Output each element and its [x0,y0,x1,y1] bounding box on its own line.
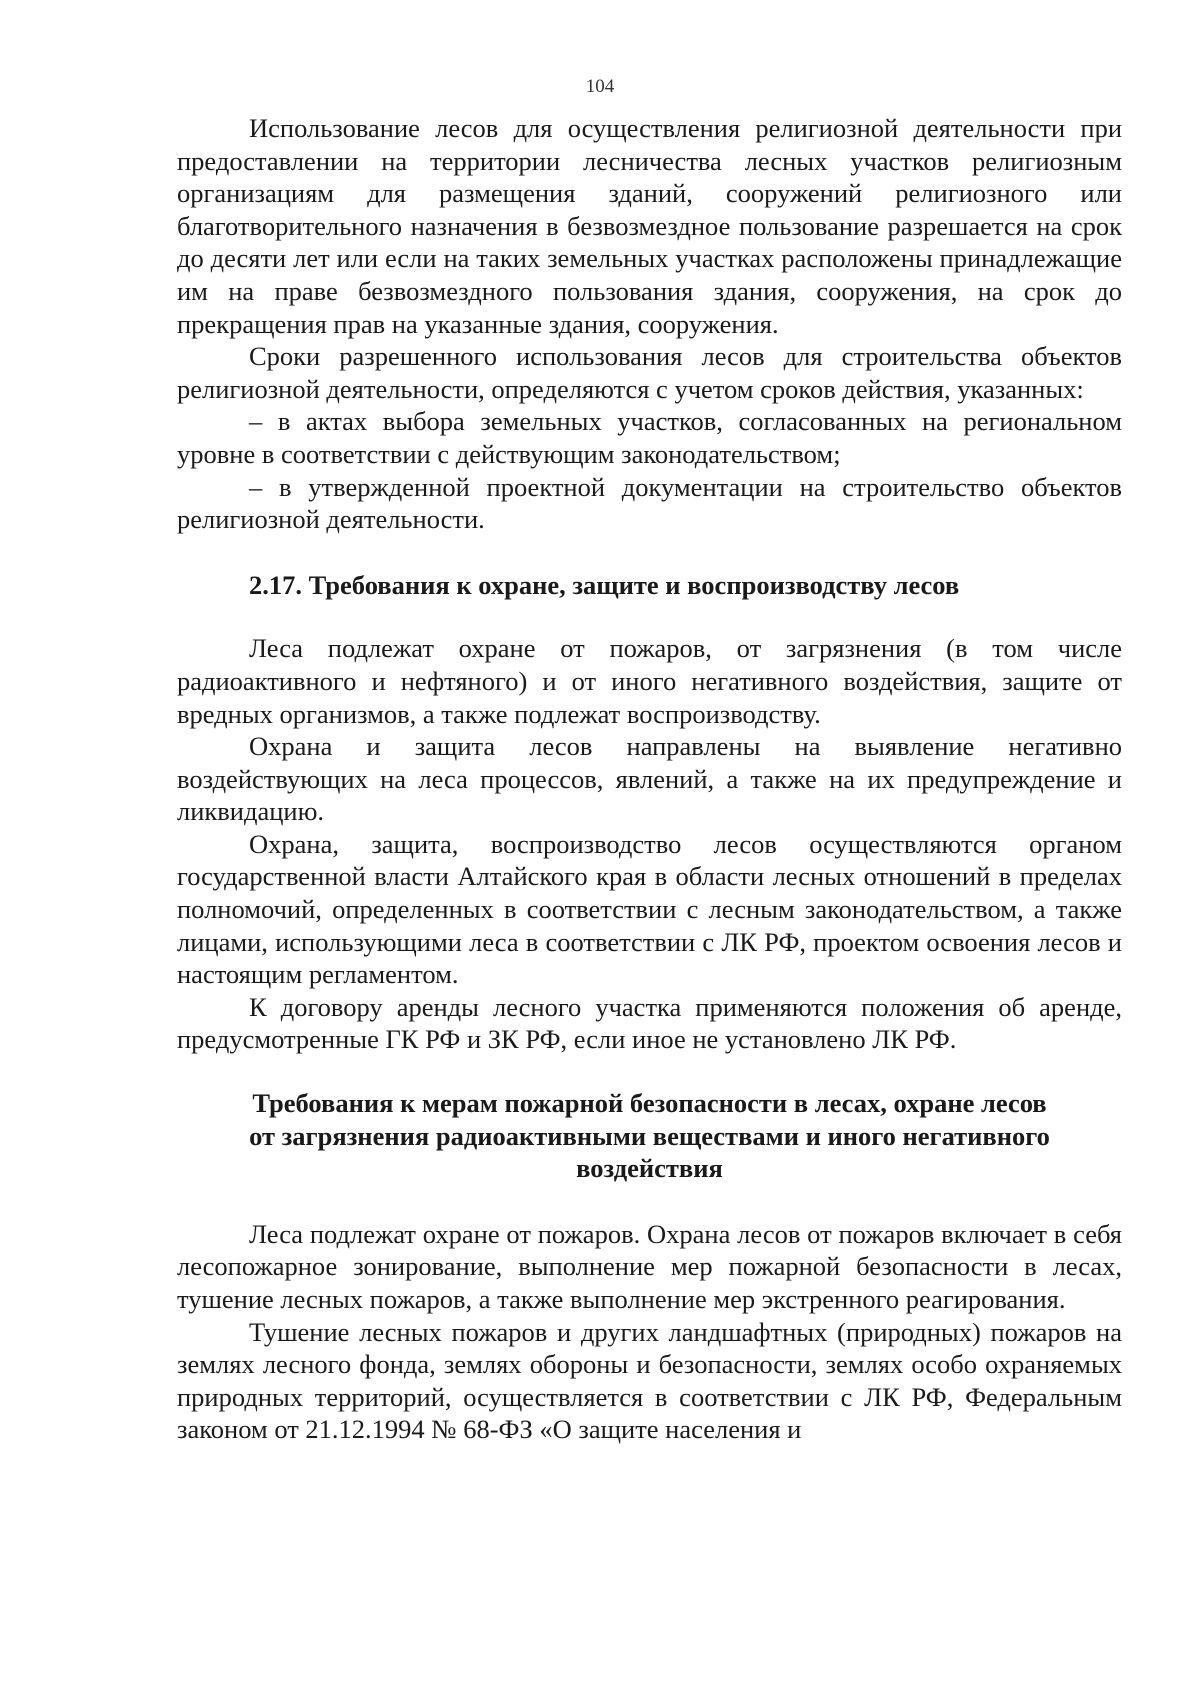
section-heading: 2.17. Требования к охране, защите и воспроизводству лесов [249,569,960,600]
subsection-heading-line: Требования к мерам пожарной безопасности в лесах, охране лесов [252,1088,1047,1119]
page-number: 104 [585,76,615,97]
paragraph-permitted-terms: Сроки разрешенного использования лесов для строительства объектов религиозной деятельности, определяются с учетом сроков действия, указанных: [177,341,1122,404]
document-body [177,112,1122,1446]
subsection-heading-line: от загрязнения радиоактивными веществами и иного негативного [249,1120,1050,1151]
paragraph-lease-agreement: К договору аренды лесного участка применяются положения об аренде, предусмотренные ГК РФ и ЗК РФ, если иное не установлено ЛК РФ. [177,991,1122,1055]
paragraph-forest-protection: Леса подлежат охране от пожаров, от загрязнения (в том числе радиоактивного и нефтяного) и от иного негативного воздействия, защите от вредных организмов, а также подлежат воспроизводству. [177,633,1122,729]
paragraph-land-selection-acts: – в актах выбора земельных участков, согласованных на региональном уровне в соответствии с действующим законодательством; [177,406,1122,469]
paragraph-religious-use: Использование лесов для осуществления религиозной деятельности при предоставлении на территории лесничества лесных участков религиозным организациям для размещения зданий, сооружений религиозного или благотворительного назначения в безвозмездное пользование разрешается на срок до десяти лет или если на таких земельных участках расположены принадлежащие им на праве безвозмездного пользования здания, сооружения, на срок до прекращения прав на указанные здания, сооружения. [177,113,1122,339]
subsection-heading [177,1087,1122,1185]
paragraph-fire-extinguishing: Тушение лесных пожаров и других ландшафтных (природных) пожаров на землях лесного фонда, землях обороны и безопасности, землях особо охраняемых природных территорий, осуществляется в соответствии с ЛК РФ, Федеральным законом от 21.12.1994 № 68-ФЗ «О защите населения и [177,1316,1122,1445]
paragraph-responsible-authority: Охрана, защита, воспроизводство лесов осуществляются органом государственной власти Алтайского края в области лесных отношений в пределах полномочий, определенных в соответствии с лесным законодательством, а также лицами, использующими леса в соответствии с ЛК РФ, проектом освоения лесов и настоящим регламентом. [177,828,1122,990]
paragraph-project-documentation: – в утвержденной проектной документации на строительство объектов религиозной деятельности. [177,471,1122,535]
paragraph-protection-goals: Охрана и защита лесов направлены на выявление негативно воздействующих на леса процессов, явлений, а также на их предупреждение и ликвидацию. [177,731,1122,827]
paragraph-fire-protection: Леса подлежат охране от пожаров. Охрана лесов от пожаров включает в себя лесопожарное зонирование, выполнение мер пожарной безопасности в лесах, тушение лесных пожаров, а также выполнение мер экстренного реагирования. [177,1218,1122,1314]
subsection-heading-line: воздействия [576,1153,723,1184]
